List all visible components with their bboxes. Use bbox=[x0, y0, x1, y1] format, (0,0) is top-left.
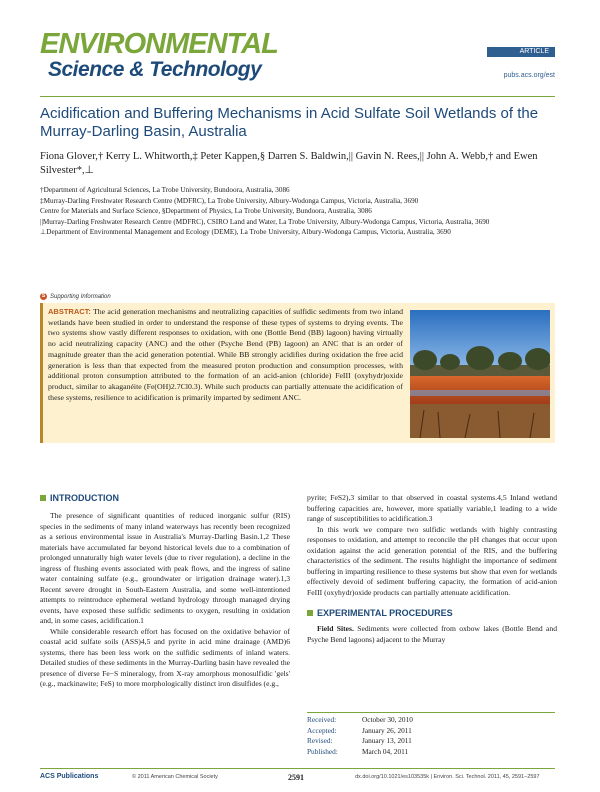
affiliation: ⊥Department of Environmental Management and Ecology (DEME), La Trobe University, Albury-Wodonga Campus, Victoria, Australia, 3690 bbox=[40, 228, 451, 237]
acs-publications-logo: ACS Publications bbox=[40, 773, 99, 780]
section-bullet-icon bbox=[307, 610, 313, 616]
journal-url-link[interactable]: pubs.acs.org/est bbox=[503, 72, 555, 79]
paragraph bbox=[307, 624, 557, 645]
section-heading bbox=[307, 608, 557, 618]
paper-title: Acidification and Buffering Mechanisms in Acid Sulfate Soil Wetlands of the Murray-Darling Basin, Australia bbox=[40, 105, 539, 140]
abstract-body: The acid generation mechanisms and neutralizing capacities of sulfidic sediments from two inland wetlands have been studied in order to understand the response of these types of systems to drying events. The two systems show vastly different responses to oxidation, with one (Bottle Bend (BB) lagoon) having virtually no acid neutralizing capacity (ANC) and the other (Psyche Bend (PB) lagoon) an ANC that is an order of magnitude greater than the acid generation potential. While BB strongly acidifies during oxidation the free acid generation is less than that expected from the measured proton production and consumption processes, with additional proton consumption attributed to the formation of an acid-anion (chloride) FeIII (oxyhydr)oxide product, similar to akaganéite (Fe(OH)2.7Cl0.3). While such products can partially attenuate the acidification of these systems, resilience to acidification is primarily imparted by sediment ANC. bbox=[48, 307, 403, 402]
experimental-heading: EXPERIMENTAL PROCEDURES bbox=[317, 608, 453, 618]
introduction-heading: INTRODUCTION bbox=[50, 493, 119, 503]
page-number: 2591 bbox=[288, 773, 304, 782]
affiliation: ‡Murray-Darling Freshwater Research Centre (MDFRC), La Trobe University, Albury-Wodonga Campus, Victoria, Australia, 3690 bbox=[40, 196, 419, 205]
paragraph: The presence of significant quantities of reduced inorganic sulfur (RIS) species in the sediments of many inland waterways has recently been recognized as a serious environmental issue in Australia's Murray-Darling Basin.1,2 These materials have accumulated far beyond historical levels due to a combination of prolonged unnaturally high water levels (due to river regulation), a decline in the ingress of flushing events associated with peak flows, and the ingress of saline water containing sulfate (e.g., groundwater or irrigation drainage water).1,3 Recent severe drought in South-Eastern Australia, and some well-intentioned attempts to reintroduce ephemeral wetland hydrology through managed drying events, have exposed these sulfidic sediments to oxygen, resulting in oxidation and, in some cases, acidification.1 bbox=[40, 511, 290, 625]
supporting-information-link[interactable] bbox=[40, 293, 111, 300]
paragraph: While considerable research effort has focused on the oxidative behavior of coastal acid sulfate soils (ASS)4,5 and pyrite in acid mine drainage (AMD)6 systems, there has been less work on the sulfidic sediments of inland waters. Detailed studies of these sediments in the Murray-Darling basin have revealed the presence of diverse Fe−S mineralogy, from X-ray amorphous monosulfidic 'gels' (e.g., mackinawite; FeS) to more morphologically distinct iron disulfides (e.g., bbox=[40, 626, 290, 688]
field-sites-text: Sediments were collected from oxbow lakes (Bottle Bend and Psyche Bend lagoons) adjacent to the Murray bbox=[307, 624, 558, 644]
abstract-graphic-photo bbox=[410, 310, 550, 438]
date-row: Accepted: January 26, 2011 bbox=[307, 725, 412, 735]
footer-divider bbox=[40, 768, 555, 769]
right-column bbox=[307, 493, 557, 645]
wetland-photo-icon bbox=[410, 310, 550, 438]
abstract-label: ABSTRACT: bbox=[48, 307, 91, 316]
journal-logo-line2: Science & Technology bbox=[48, 58, 262, 81]
date-row: Revised: January 13, 2011 bbox=[307, 736, 412, 745]
article-tag: ARTICLE bbox=[487, 47, 555, 57]
paragraph: pyrite; FeS2),3 similar to that observed in coastal systems.4,5 Inland wetland buffering capacities are, however, more spatially variable,1 leading to a wide range of susceptibilities to acidification.3 bbox=[307, 493, 557, 523]
supporting-info-label: Supporting Information bbox=[50, 293, 111, 300]
supporting-info-icon: S bbox=[41, 293, 46, 299]
affiliation: †Department of Agricultural Sciences, La Trobe University, Bundoora, Australia, 3086 bbox=[40, 186, 290, 194]
copyright: © 2011 American Chemical Society bbox=[132, 774, 218, 780]
section-heading bbox=[40, 493, 290, 503]
introduction-section bbox=[40, 493, 290, 690]
field-sites-label: Field Sites. bbox=[317, 624, 354, 633]
author-list: Fiona Glover,† Kerry L. Whitworth,‡ Peter Kappen,§ Darren S. Baldwin,|| Gavin N. Rees,|| John A. Webb,† and Ewen Silvester*,⊥ bbox=[40, 151, 538, 176]
journal-logo-line1: ENVIRONMENTAL bbox=[40, 28, 278, 60]
header-divider bbox=[40, 96, 555, 97]
date-row: Received: October 30, 2010 bbox=[307, 715, 413, 724]
affiliation: ||Murray-Darling Freshwater Research Centre (MDFRC), CSIRO Land and Water, La Trobe University, Albury-Wodonga Campus, Victoria, Australia, 3690 bbox=[40, 217, 490, 226]
dates-divider bbox=[307, 712, 555, 713]
paragraph: In this work we compare two sulfidic wetlands with highly contrasting responses to oxidation, and attempt to reconcile the pH changes that occur upon oxidation against the acid generation potential of the RIS, and the buffering characteristics of the sediment. The results highlight the importance of sediment buffering in imparting resilience to these systems but show that even for wetlands effectively devoid of sediment buffering capacity, the formation of acid-anion FeIII (oxyhydr)oxide products can partially attenuate acidification. bbox=[307, 524, 557, 597]
date-row: Published: March 04, 2011 bbox=[307, 746, 409, 756]
affiliations bbox=[40, 185, 560, 238]
section-bullet-icon bbox=[40, 495, 46, 501]
affiliation: Centre for Materials and Surface Science, §Department of Physics, La Trobe University, Bundoora, Australia, 3086 bbox=[40, 207, 372, 216]
abstract bbox=[48, 307, 403, 403]
doi-citation-link[interactable]: dx.doi.org/10.1021/es103535k | Environ. Sci. Technol. 2011, 45, 2591−2597 bbox=[355, 774, 540, 780]
publication-dates bbox=[307, 715, 557, 757]
